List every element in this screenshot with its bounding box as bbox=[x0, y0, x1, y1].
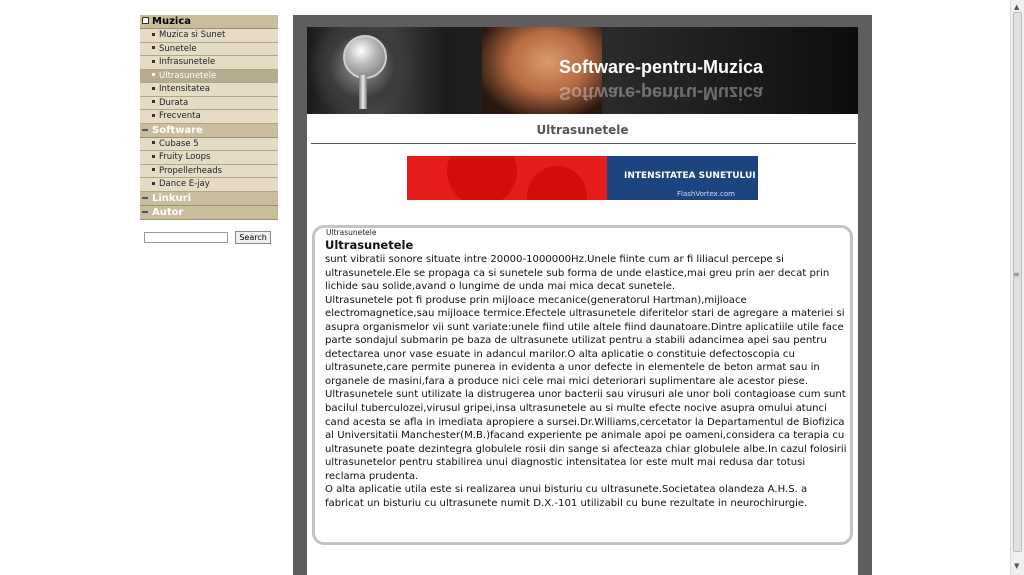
article-box bbox=[312, 225, 853, 545]
bullet-icon bbox=[152, 182, 155, 185]
banner-title: Software-pentru-Muzica bbox=[559, 57, 764, 77]
sidebar-item-fruity-loops[interactable]: Fruity Loops bbox=[140, 151, 278, 165]
page-title: Ultrasunetele bbox=[536, 123, 629, 137]
sidebar-item-dance-ejay[interactable]: Dance E-jay bbox=[140, 178, 278, 192]
scroll-down-arrow-icon[interactable]: ▼ bbox=[1014, 562, 1020, 570]
sidebar-item-infrasunetele[interactable]: Infrasunetele bbox=[140, 56, 278, 70]
sidebar-item-intensitatea[interactable]: Intensitatea bbox=[140, 83, 278, 97]
scroll-grip-icon: ≡ bbox=[1013, 270, 1020, 279]
bullet-icon bbox=[152, 87, 155, 90]
bullet-icon bbox=[152, 141, 155, 144]
title-divider bbox=[311, 143, 856, 144]
microphone-icon bbox=[343, 35, 387, 79]
bullet-icon bbox=[152, 46, 155, 49]
collapse-icon bbox=[142, 211, 148, 213]
bullet-icon bbox=[152, 33, 155, 36]
article-paragraph: sunt vibratii sonore situate intre 20000-1000000Hz.Unele fiinte cum ar fi liliacul percepe si ultrasunetele.Ele se propaga ca si sunetele sub forma de unde elastice,mai greu prin aer decat prin lichide sau solide,avand o lungime de unda mai mica decat sunetele. bbox=[325, 254, 830, 293]
bullet-icon bbox=[152, 100, 155, 103]
sidebar-section-linkuri[interactable]: Linkuri bbox=[140, 192, 278, 206]
banner-title-reflection: Software-pentru-Muzica bbox=[559, 83, 764, 103]
ad-circle bbox=[447, 156, 517, 200]
article-paragraph: Ultrasunetele pot fi produse prin mijloace mecanice(generatorul Hartman),mijloace electromagnetice,sau mijloace termice.Efectele ultrasunetele diferitelor stari de agregare a materiei si asupra organismelor vii sunt variate:unele fiind utile altele fiind daunatoare.Dintre aplicatiile utile face parte sondajul submarin pe baza de ultrasunete utilizat pentru a stabili adancimea apei sau pentru detectarea unor vase esuate in adancul marilor.O alta aplicatie o constituie defectoscopia cu ultrasunete,care permite punerea in evidenta a unor defecte in elementele de beton armat sau in organele de masini,fara a produce nici cele mai mici deteriorari suplimentare ale acestor piese. bbox=[325, 294, 845, 387]
bullet-icon bbox=[152, 60, 155, 63]
collapse-icon bbox=[142, 197, 148, 199]
bullet-icon bbox=[152, 155, 155, 158]
bullet-icon bbox=[152, 73, 155, 76]
ad-credit: FlashVortex.com bbox=[677, 190, 735, 198]
main-content bbox=[307, 27, 858, 575]
scrollbar-thumb[interactable] bbox=[1013, 12, 1022, 552]
sidebar-section-software[interactable]: Software bbox=[140, 124, 278, 138]
sidebar-item-muzica-si-sunet[interactable]: Muzica si Sunet bbox=[140, 29, 278, 43]
breadcrumb: Ultrasunetele bbox=[326, 228, 377, 237]
scroll-up-arrow-icon[interactable]: ▲ bbox=[1014, 3, 1020, 11]
sidebar-item-ultrasunetele[interactable]: Ultrasunetele bbox=[140, 70, 278, 84]
bullet-icon bbox=[152, 168, 155, 171]
header-banner bbox=[307, 27, 858, 114]
sidebar bbox=[140, 15, 278, 246]
expand-box-icon bbox=[142, 17, 149, 24]
collapse-icon bbox=[142, 129, 148, 131]
vertical-scrollbar[interactable] bbox=[1010, 0, 1024, 575]
microphone-stand bbox=[359, 75, 367, 109]
sidebar-section-autor[interactable]: Autor bbox=[140, 206, 278, 220]
article-paragraph: Ultrasunetele sunt utilizate la distrugerea unor bacterii sau virusuri ale unor boli contagioase cum sunt bacilul tuberculozei,virusul gripei,insa ultrasunetele au si multe efecte nocive asupra omului atunci cand acesta se afla in imediata apropiere a sursei.Dr.Williams,cercetator la Departamentul de Biofizica al Universitatii Manchester(M.B.)facand experiente pe animale apoi pe oameni,considera ca terapia cu ultrasunete poate dezintegra globulele rosii din sange si afecteaza chiar globulele albe.In cazul folosirii ultrasunetelor pentru stabilirea unui diagnostic intensitatea lor este mult mai redusa dar totusi reclama prudenta. bbox=[325, 389, 847, 482]
search-row bbox=[144, 227, 278, 246]
sidebar-item-frecventa[interactable]: Frecventa bbox=[140, 110, 278, 124]
article-paragraph: O alta aplicatie utila este si realizarea unui bisturiu cu ultrasunete.Societatea olandeza A.H.S. a fabricat un bisturiu cu ultrasunete numit D.X.-101 utilizabil cu bune rezultate in neurochirurgie. bbox=[325, 484, 808, 509]
ad-banner[interactable] bbox=[407, 156, 758, 200]
ad-text: INTENSITATEA SUNETULUI bbox=[624, 171, 756, 181]
search-button[interactable]: Search bbox=[235, 231, 271, 244]
sidebar-item-cubase[interactable]: Cubase 5 bbox=[140, 138, 278, 152]
sidebar-item-propellerheads[interactable]: Propellerheads bbox=[140, 165, 278, 179]
search-input[interactable] bbox=[144, 232, 228, 243]
article-body bbox=[325, 253, 847, 510]
bullet-icon bbox=[152, 114, 155, 117]
sidebar-item-durata[interactable]: Durata bbox=[140, 97, 278, 111]
sidebar-item-sunetele[interactable]: Sunetele bbox=[140, 43, 278, 57]
article-title: Ultrasunetele bbox=[325, 238, 414, 252]
sidebar-section-muzica[interactable]: Muzica bbox=[140, 15, 278, 29]
